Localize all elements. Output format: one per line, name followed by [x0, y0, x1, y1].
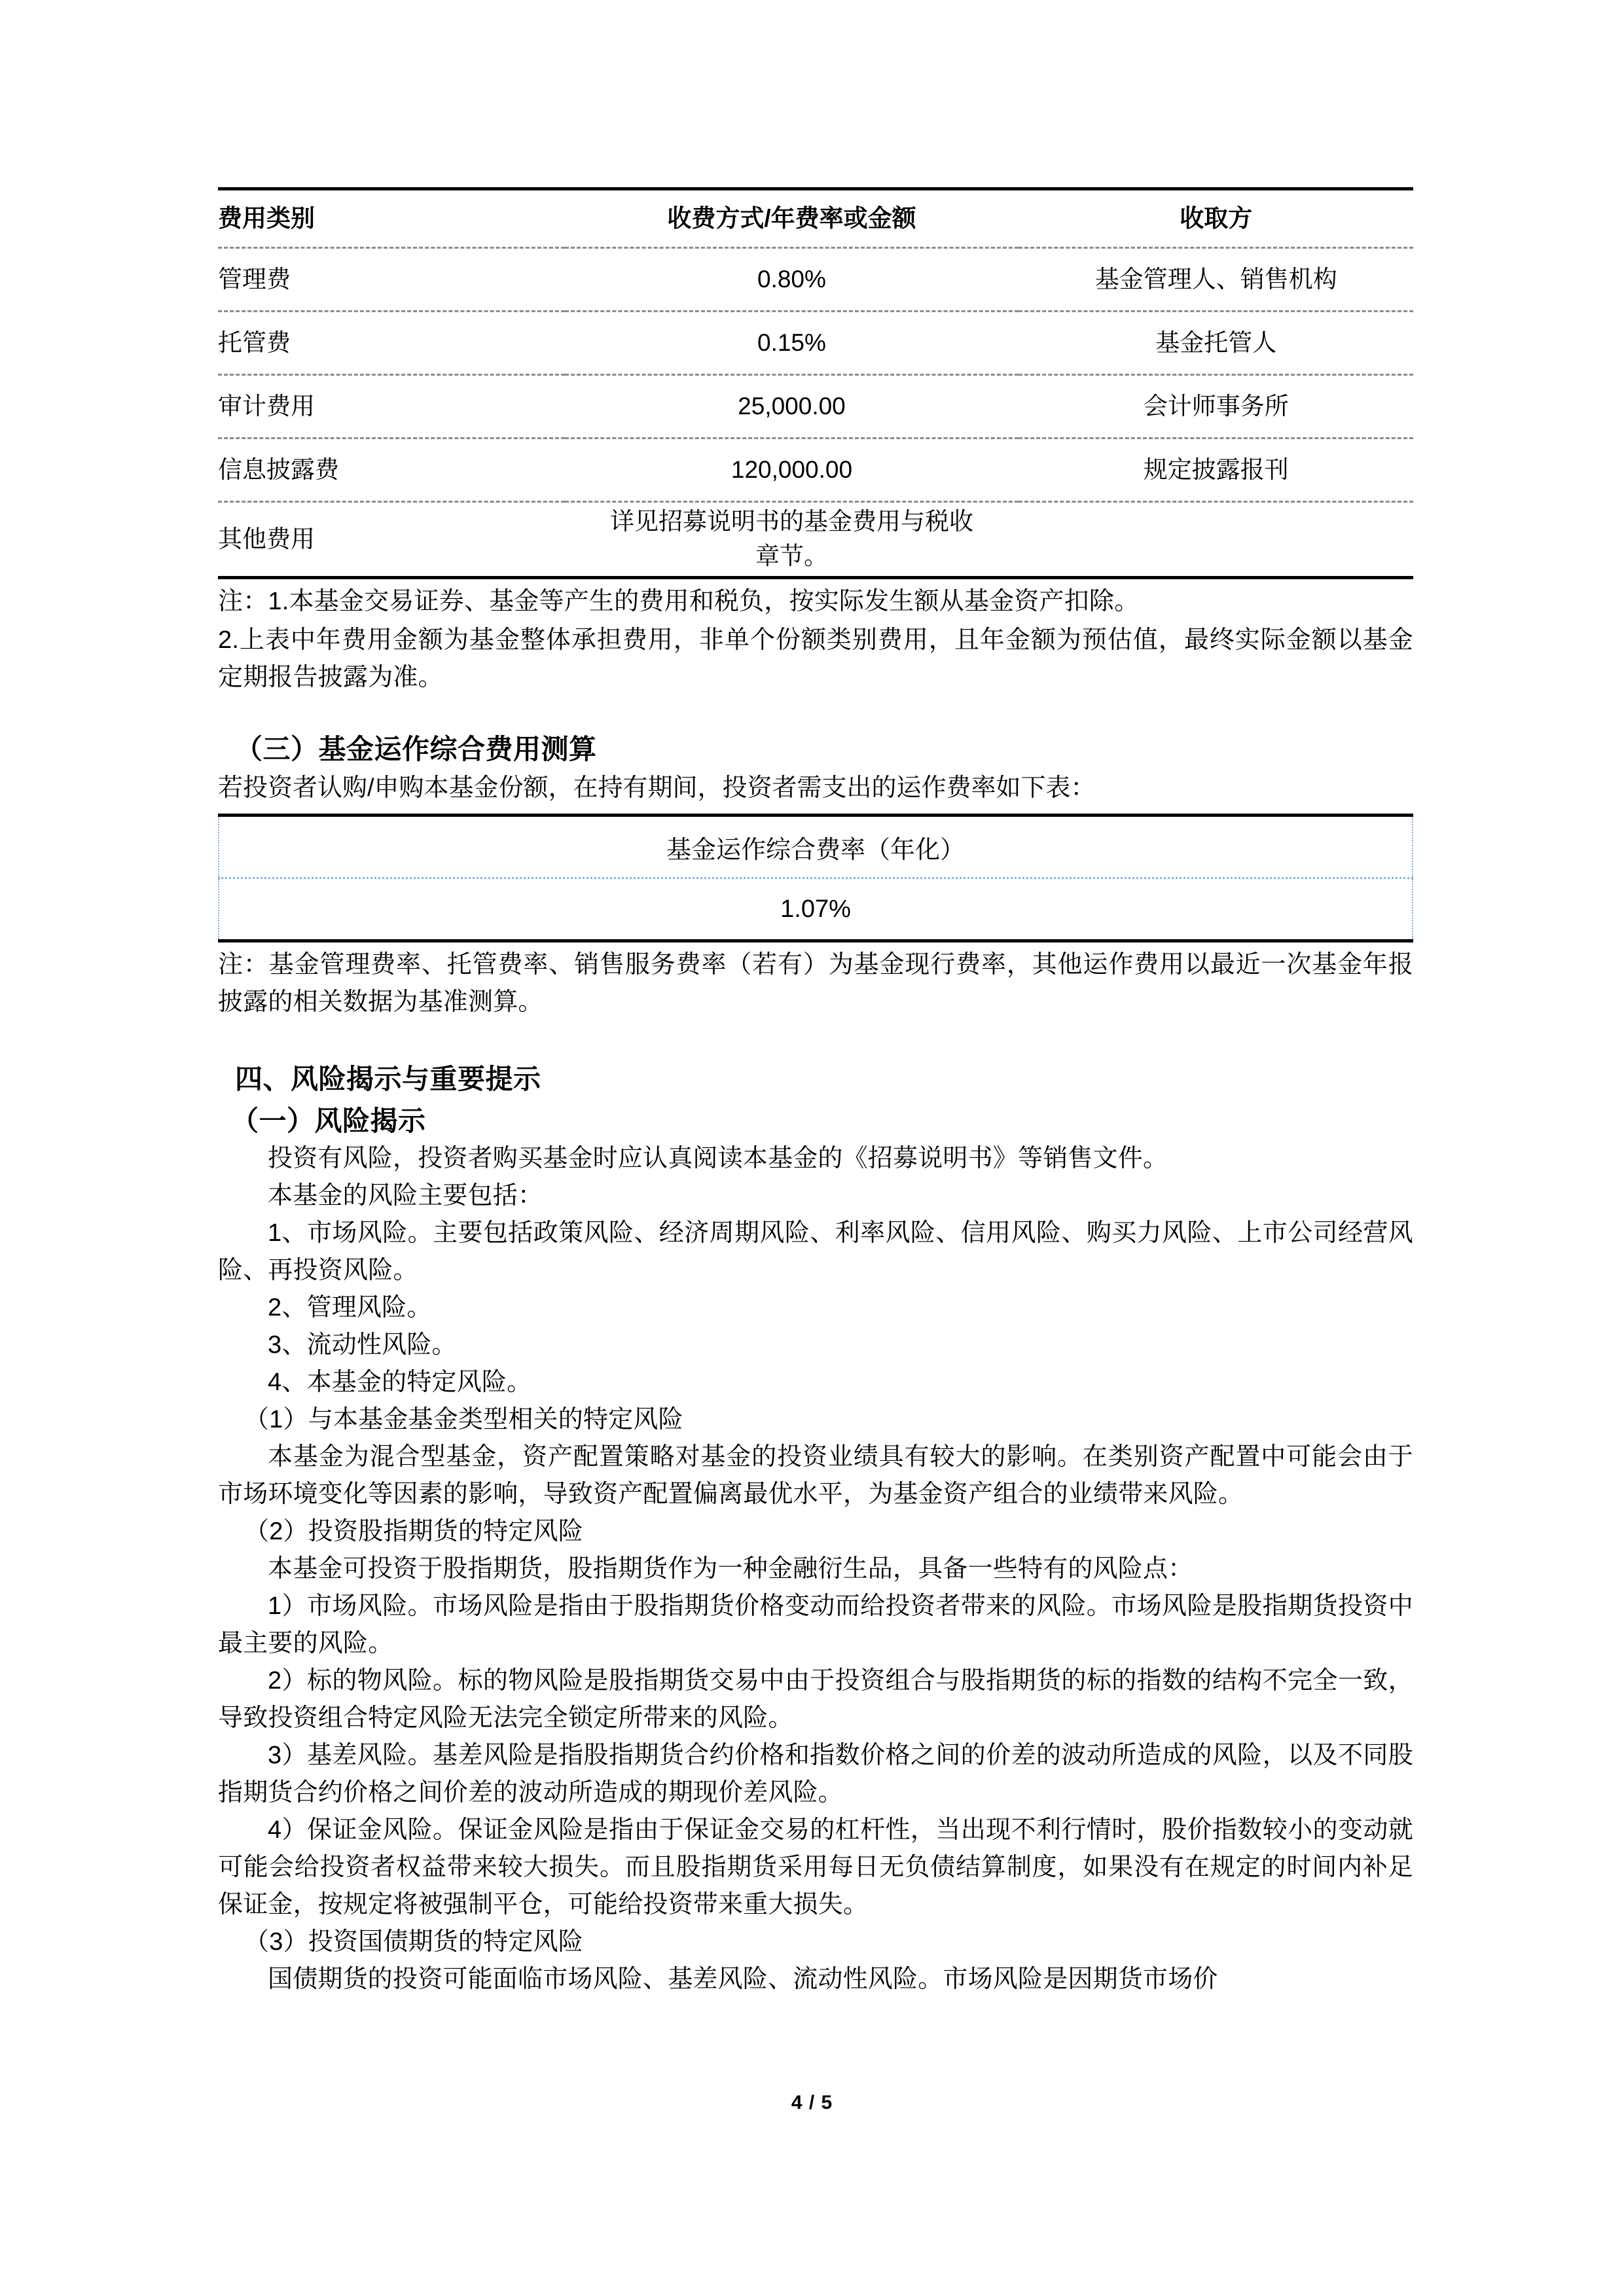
cell-amount: 25,000.00: [565, 375, 1019, 439]
risk-paragraph: 2、管理风险。: [268, 1294, 432, 1321]
risk-paragraph: 3）基差风险。基差风险是指股指期货合约价格和指数价格之间的价差的波动所造成的风险，以及不同股指期货合约价格之间价差的波动所造成的期现价差风险。: [218, 1742, 1413, 1806]
cell-category: 其他费用: [218, 502, 565, 578]
risk-paragraph: 本基金为混合型基金，资产配置策略对基金的投资业绩具有较大的影响。在类别资产配置中可能会由于市场环境变化等因素的影响，导致资产配置偏离最优水平，为基金资产组合的业绩带来风险。: [218, 1443, 1413, 1508]
cell-amount: 120,000.00: [565, 439, 1019, 502]
section-four-sub-heading: （一）风险揭示: [231, 1105, 426, 1136]
table-row: [218, 375, 1413, 439]
table-row: [218, 312, 1413, 375]
risk-paragraph: 国债期货的投资可能面临市场风险、基差风险、流动性风险。市场风险是因期货市场价: [268, 1965, 1218, 1993]
cell-amount: 0.80%: [565, 248, 1019, 312]
cell-recipient: 基金托管人: [1019, 312, 1413, 375]
risk-paragraph: 1、市场风险。主要包括政策风险、经济周期风险、利率风险、信用风险、购买力风险、上市公司经营风险、再投资风险。: [218, 1219, 1413, 1284]
other-fee-line-1: 详见招募说明书的基金费用与税收: [609, 508, 973, 535]
fee-table-note-1: 注：1.本基金交易证券、基金等产生的费用和税负，按实际发生额从基金资产扣除。: [218, 588, 1140, 615]
fee-table-head: [218, 189, 1413, 248]
risk-paragraph: （2）投资股指期货的特定风险: [244, 1518, 583, 1545]
risk-paragraph: 3、流动性风险。: [268, 1331, 457, 1359]
fee-table: [218, 187, 1413, 579]
rate-table-value: 1.07%: [219, 878, 1413, 941]
cell-recipient: 规定披露报刊: [1019, 439, 1413, 502]
cell-amount: 0.15%: [565, 312, 1019, 375]
cell-recipient: [1019, 502, 1413, 578]
section-four-heading: 四、风险揭示与重要提示: [235, 1064, 541, 1094]
risk-paragraph: （1）与本基金基金类型相关的特定风险: [244, 1406, 683, 1433]
table-row: [218, 248, 1413, 312]
risk-paragraph: （3）投资国债期货的特定风险: [244, 1928, 583, 1956]
risk-paragraph: 本基金的风险主要包括：: [268, 1182, 543, 1210]
rate-table-header-row: [219, 816, 1413, 878]
cell-amount: [565, 502, 1019, 578]
table-row: [218, 439, 1413, 502]
cell-category: 管理费: [218, 248, 565, 312]
section-three-heading: （三）基金运作综合费用测算: [235, 734, 597, 764]
column-header-category: 费用类别: [218, 204, 315, 232]
column-header-amount: 收费方式/年费率或金额: [667, 204, 916, 232]
column-header-recipient: 收取方: [1180, 204, 1253, 232]
risk-paragraph: 2）标的物风险。标的物风险是股指期货交易中由于投资组合与股指期货的标的指数的结构不完全一致，导致投资组合特定风险无法完全锁定所带来的风险。: [218, 1667, 1413, 1732]
risk-paragraph: 4、本基金的特定风险。: [268, 1369, 532, 1396]
rate-table-header: 基金运作综合费率（年化）: [666, 836, 965, 864]
table-row-other-fee: [218, 502, 1413, 578]
cell-category: 审计费用: [218, 375, 565, 439]
fee-table-body: [218, 248, 1413, 578]
table-header-row: [218, 189, 1413, 248]
other-fee-line-2: 章节。: [755, 543, 828, 569]
cell-recipient: 基金管理人、销售机构: [1019, 248, 1413, 312]
risk-paragraph: 4）保证金风险。保证金风险是指由于保证金交易的杠杆性，当出现不利行情时，股价指数较小的变动就可能会给投资者权益带来较大损失。而且股指期货采用每日无负债结算制度，如果没有在规定的时间内补足保证金，按规定将被强制平仓，可能给投资带来重大损失。: [218, 1816, 1413, 1918]
cell-category: 信息披露费: [218, 439, 565, 502]
section-three-note: 注：基金管理费率、托管费率、销售服务费率（若有）为基金现行费率，其他运作费用以最近一次基金年报披露的相关数据为基准测算。: [218, 951, 1413, 1016]
risk-paragraph: 本基金可投资于股指期货，股指期货作为一种金融衍生品，具备一些特有的风险点：: [268, 1555, 1193, 1583]
page-number: 4 / 5: [791, 2092, 833, 2113]
cell-category: 托管费: [218, 312, 565, 375]
risk-paragraph: 1）市场风险。市场风险是指由于股指期货价格变动而给投资者带来的风险。市场风险是股指期货投资中最主要的风险。: [218, 1592, 1413, 1657]
page-footer: [0, 2092, 1624, 2114]
risk-paragraph: 投资有风险，投资者购买基金时应认真阅读本基金的《招募说明书》等销售文件。: [268, 1145, 1168, 1172]
page-content: [218, 187, 1413, 1998]
fee-table-note-2: 2.上表中年费用金额为基金整体承担费用，非单个份额类别费用，且年金额为预估值，最终实际金额以基金定期报告披露为准。: [218, 626, 1413, 691]
cell-recipient: 会计师事务所: [1019, 375, 1413, 439]
section-three-lead: 若投资者认购/申购本基金份额，在持有期间，投资者需支出的运作费率如下表：: [218, 774, 1096, 802]
operating-fee-rate-table: [218, 814, 1413, 942]
rate-table-value-row: [219, 878, 1413, 941]
